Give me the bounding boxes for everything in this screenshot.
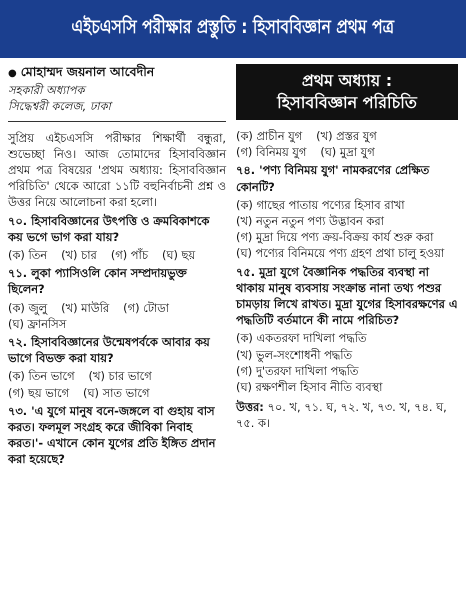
option: (খ) ভুল-সংশোধনী পদ্ধতি (236, 347, 353, 362)
options-73 (236, 128, 458, 160)
option: (ক) তিন ভাগে (8, 369, 75, 384)
option: (গ) বিনিময় যুগ (236, 145, 307, 160)
question-70: ৭০. হিসাববিজ্ঞানের উৎপত্তি ও ক্রমবিকাশকে কয় ভগে ভাগ করা যায়? (8, 213, 210, 244)
option: (গ) পাঁচ (110, 248, 148, 263)
question-72: ৭২. হিসাববিজ্ঞানের উন্মেষপর্বকে আবার কয় ভাগে বিভক্ত করা যায়? (8, 335, 210, 366)
option: (ঘ) রক্ষণশীল হিসাব নীতি ব্যবস্থা (236, 380, 383, 395)
option: (ঘ) পণ্যের বিনিময়ে পণ্য গ্রহণ প্রথা চালু হওয়া (236, 246, 445, 261)
intro-paragraph: সুপ্রিয় এইচএসসি পরীক্ষার শিক্ষার্থী বন্ধুরা, শুভেচ্ছা নিও। আজ তোমাদের হিসাববিজ্ঞান প্রথম পত্র বিষয়ের 'প্রথম অধ্যায়: হিসাববিজ্ঞান পরিচিতি' থেকে আরো ১১টি বহুনির্বাচনী প্রশ্ন ও উত্তর নিয়ে আলোচনা করা হলো। (8, 130, 226, 210)
option: (খ) চার (61, 248, 97, 263)
option: (খ) চার ভাগে (88, 369, 152, 384)
chapter-box (236, 64, 458, 120)
option: (ক) তিন (8, 248, 48, 263)
option: (গ) ছয় ভাগে (8, 385, 70, 400)
options-72 (8, 368, 226, 400)
page-banner (0, 0, 466, 58)
question-74: ৭৪. 'পণ্য বিনিময় যুগ' নামকরণের প্রেক্ষিত কোনটি? (236, 163, 430, 194)
option: (ঘ) মুদ্রা যুগ (320, 145, 375, 160)
question-73: ৭৩. 'এ যুগে মানুষ বনে-জঙ্গলে বা গুহায় বাস করত। ফলমূল সংগ্রহ করে জীবিকা নিবাহ করত।'- এখানে কোন যুগের প্রতি ইঙ্গিত প্রদান করা হয়েছে? (8, 403, 216, 467)
banner-title: এইচএসসি পরীক্ষার প্রস্তুতি : হিসাববিজ্ঞান প্রথম পত্র (71, 16, 395, 38)
question-71: ৭১. লুকা প্যাসিওলি কোন সম্প্রদায়ভুক্ত ছিলেন? (8, 266, 187, 297)
option: (ঘ) ছয় (161, 248, 196, 263)
right-column (236, 64, 458, 432)
option: (ক) একতরফা দাখিলা পদ্ধতি (236, 331, 367, 346)
option: (খ) প্রস্তর যুগ (316, 129, 377, 143)
option: (ক) গাছের পাতায় পণ্যের হিসাব রাখা (236, 197, 405, 212)
option: (ঘ) ফ্রানসিস (8, 316, 67, 331)
option: (ক) জুলু (8, 300, 48, 315)
option: (গ) টোডা (123, 300, 169, 315)
question-75: ৭৫. মুদ্রা যুগে বৈজ্ঞানিক পদ্ধতির ব্যবস্থা না থাকায় মানুষ ব্যবসায় সংক্রান্ত নানা তথ্য পশুর চামড়ায় লিখে রাখত। মুদ্রা যুগের হিসাবরক্ষণের এ পদ্ধতিটি বর্তমানে কী নামে পরিচিত? (236, 264, 458, 328)
option: (খ) মাউরি (61, 300, 110, 315)
answers-label: উত্তর: (236, 400, 264, 415)
author-block (8, 64, 226, 122)
author-name: ● মোহাম্মদ জয়নাল আবেদীন (8, 64, 226, 82)
options-70 (8, 247, 226, 263)
chapter-line1: প্রথম অধ্যায় : (301, 71, 393, 90)
left-column (8, 64, 226, 470)
chapter-line2: হিসাববিজ্ঞান পরিচিতি (277, 93, 417, 112)
option: (গ) মুদ্রা দিয়ে পণ্য ক্রয়-বিক্রয় কার্য শুরু করা (236, 230, 434, 245)
answer-key (236, 399, 458, 431)
answers-text: ৭০. খ, ৭১. ঘ, ৭২. খ, ৭৩. খ, ৭৪. ঘ, ৭৫. ক। (236, 400, 447, 431)
option: (খ) নতুন নতুন পণ্য উদ্ভাবন করা (236, 214, 384, 229)
author-college: সিদ্ধেশ্বরী কলেজ, ঢাকা (8, 99, 111, 114)
option: (গ) দু'তরফা দাখিলা পদ্ধতি (236, 363, 359, 378)
option: (ক) প্রাচীন যুগ (236, 129, 303, 143)
options-71 (8, 300, 226, 332)
option: (ঘ) সাত ভাগে (83, 385, 150, 400)
author-role: সহকারী অধ্যাপক (8, 83, 85, 98)
